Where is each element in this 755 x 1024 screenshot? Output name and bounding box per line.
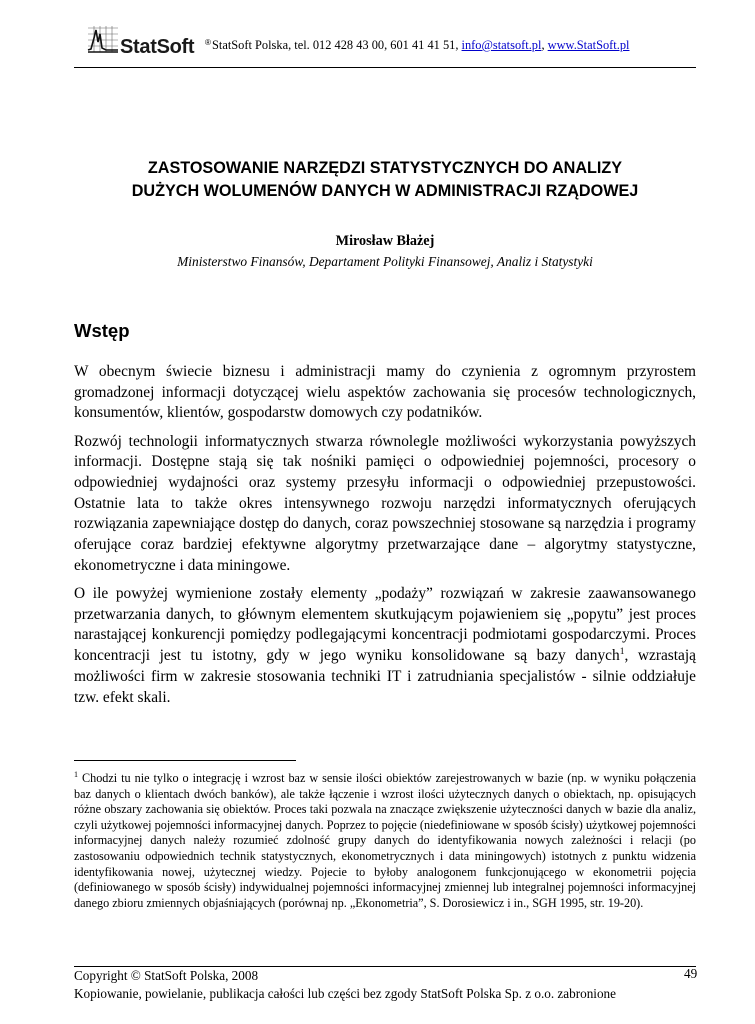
email-link[interactable]: info@statsoft.pl <box>461 38 542 52</box>
footer-copyright: Copyright © StatSoft Polska, 2008 <box>74 968 259 983</box>
footnote-reference[interactable]: 1 <box>619 647 625 658</box>
section-heading: Wstęp <box>74 320 130 341</box>
contact-separator: , <box>541 38 548 52</box>
statsoft-logo <box>86 24 216 60</box>
footer-divider <box>74 966 696 967</box>
title-line-1: ZASTOSOWANIE NARZĘDZI STATYSTYCZNYCH DO ANALIZY <box>147 159 623 177</box>
header-divider <box>74 67 696 68</box>
paragraph-3-part-2: , wzrastają możliwości firm w zakresie stosowania techniki IT i zatrudniania specjalistów - silnie oddziałuje tzw. efekt skali. <box>74 647 696 706</box>
registered-mark: ® <box>205 38 211 47</box>
footnote-marker: 1 <box>74 769 78 779</box>
author-name: Mirosław Błażej <box>335 233 435 249</box>
contact-info <box>212 38 629 53</box>
page-number: 49 <box>684 966 698 981</box>
paragraph-1: W obecnym świecie biznesu i administracji mamy do czynienia z ogromnym przyrostem gromadzonej informacji dotyczącej wielu aspektów zachowania się procesów technologicznych, konsumentów, klientów, gospodarstw domowych czy podatników. <box>74 363 696 422</box>
footnote-divider <box>74 760 296 761</box>
paragraph-3 <box>74 584 696 708</box>
footnote-text: Chodzi tu nie tylko o integrację i wzrost baz w sensie ilości obiektów zarejestrowanych w bazie (np. w wyniku połączenia baz danych o klientach dwóch banków), ale także łączenie i wzrost ilości użytecznych danych o obiektach, np. opisujących różne obszary zachowania się obiektów. Proces taki pozwala na znaczące zwiększenie użyteczności danych w bazie dla analiz, czyli użytkowej pojemności informacyjnej danych. Poprzez to pojęcie (niedefiniowane w sposób ścisły) użytkowej pojemności informacyjnej danych należy rozumieć zdolność grupy danych do identyfikowania nowych zależności i relacji (po zastosowaniu odpowiednich technik statystycznych, ekonometrycznych i data miningowych) istotnych z punktu widzenia identyfikowania nowej, użytecznej wiedzy. Pojecie to byłoby analogonem funkcjonującego w ekonometrii pojęcia (definiowanego w sposób ścisły) indywidualnej pojemności informacyjnej zmiennej lub integralnej pojemności informacyjnej danego zbioru zmiennych objaśniających (porównaj np. „Ekonometria”, S. Dorosiewicz i in., SGH 1995, str. 19-20). <box>74 771 696 910</box>
statsoft-graph-icon <box>86 24 120 54</box>
website-link[interactable]: www.StatSoft.pl <box>547 38 630 52</box>
author-affiliation: Ministerstwo Finansów, Departament Polityki Finansowej, Analiz i Statystyki <box>177 254 593 269</box>
paragraph-3-part-1: O ile powyżej wymienione zostały elementy „podaży” rozwiązań w zakresie zaawansowanego przetwarzania danych, to głównym elementem skutkującym pojawieniem się „popytu” jest proces narastającej konkurencji pomiędzy podlegającymi koncentracji podmiotami gospodarczymi. Proces koncentracji jest tu istotny, gdy w jego wyniku konsolidowane są bazy danych <box>74 585 696 665</box>
page-header <box>74 22 696 66</box>
paragraph-2: Rozwój technologii informatycznych stwarza równolegle możliwości wykorzystania powyższych informacji. Dostępne stają się tak nośniki pamięci o odpowiedniej pojemności, procesory o odpowiedniej wydajności oraz systemy przesyłu informacji o odpowiedniej przepustowości. Ostatnie lata to także okres intensywnego rozwoju narzędzi informatycznych oferujących rozwiązania zapewniające dostęp do danych, coraz powszechniej stosowane są narzędzia i programy oferujące coraz bardziej efektywne algorytmy przetwarzające dane – algorytmy statystyczne, ekonometryczne i data miningowe. <box>74 432 696 574</box>
contact-text: StatSoft Polska, tel. 012 428 43 00, 601 41 41 51, <box>212 38 462 52</box>
footer-legal-notice: Kopiowanie, powielanie, publikacja całości lub części bez zgody StatSoft Polska Sp. z o.o. zabronione <box>74 986 617 1001</box>
logo-text: StatSoft <box>120 36 195 58</box>
title-line-2: DUŻYCH WOLUMENÓW DANYCH W ADMINISTRACJI RZĄDOWEJ <box>131 182 639 200</box>
body-text <box>74 362 696 716</box>
document-title <box>74 157 696 203</box>
footnote <box>74 771 696 911</box>
